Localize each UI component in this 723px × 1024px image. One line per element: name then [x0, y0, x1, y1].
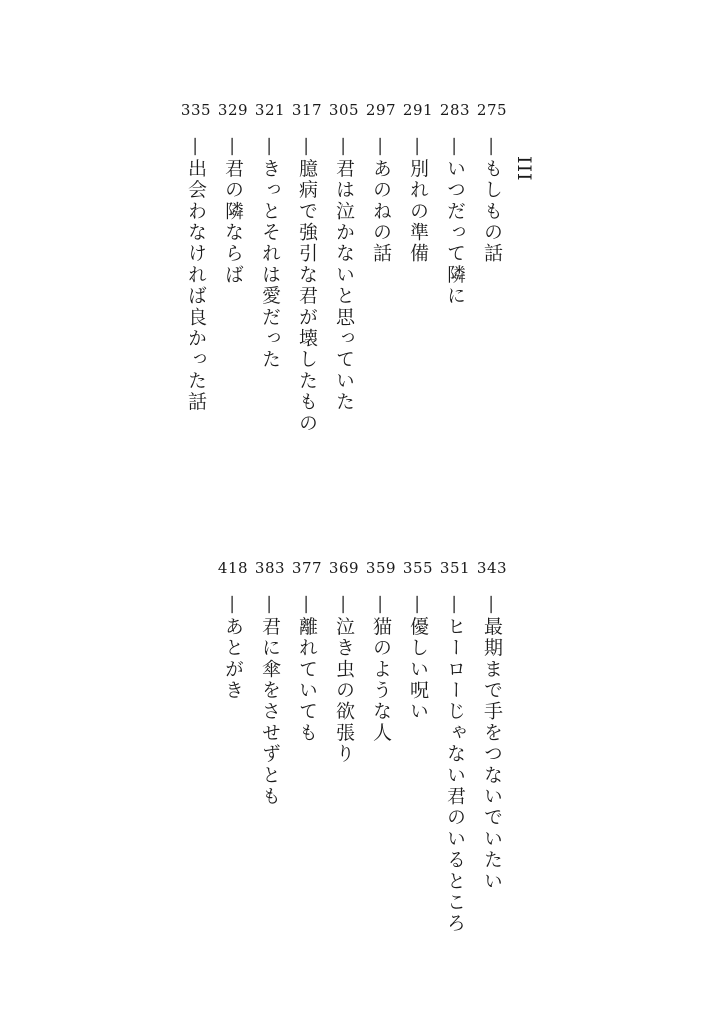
page-number: 305 [328, 101, 360, 119]
page-number: 275 [476, 101, 508, 119]
chapter-title: —猫のような人 [370, 595, 392, 744]
chapter-title: —いつだって隣に [444, 137, 466, 307]
toc-entry [364, 559, 398, 747]
chapter-title: —あとがき [222, 595, 244, 701]
toc-entry [290, 559, 324, 747]
toc-entry [216, 559, 250, 705]
page-number: 355 [402, 559, 434, 577]
page-number: 369 [328, 559, 360, 577]
toc-entry [475, 559, 509, 896]
page-number: 321 [254, 101, 286, 119]
toc-entry [438, 559, 472, 938]
chapter-title: —出会わなければ良かった話 [185, 137, 207, 413]
toc-entry [475, 101, 509, 268]
toc-entry [179, 101, 213, 417]
chapter-title: —泣き虫の欲張り [333, 595, 355, 765]
page-number: 297 [365, 101, 397, 119]
page-number: 343 [476, 559, 508, 577]
page-number: 291 [402, 101, 434, 119]
toc-entry [327, 559, 361, 769]
chapter-title: —君の隣ならば [222, 137, 244, 286]
chapter-title: —あのねの話 [370, 137, 392, 265]
chapter-title: —最期まで手をつないでいたい [481, 595, 503, 892]
chapter-title: —ヒーローじゃない君のいるところ [444, 595, 466, 935]
page-number: 335 [180, 101, 212, 119]
part-heading: III [513, 156, 535, 182]
page-number: 383 [254, 559, 286, 577]
toc-entry [401, 559, 435, 726]
page-number: 317 [291, 101, 323, 119]
page-number: 418 [217, 559, 249, 577]
page-number: 359 [365, 559, 397, 577]
chapter-title: —君は泣かないと思っていた [333, 137, 355, 413]
toc-entry [438, 101, 472, 311]
toc-entry [253, 559, 287, 811]
page-number: 377 [291, 559, 323, 577]
toc-entry [216, 101, 250, 289]
chapter-title: —臆病で強引な君が壊したもの [296, 137, 318, 434]
toc-entry [290, 101, 324, 438]
chapter-title: —きっとそれは愛だった [259, 137, 281, 371]
toc-entry [253, 101, 287, 374]
toc-entry [401, 101, 435, 268]
chapter-title: —別れの準備 [407, 137, 429, 265]
toc-entry [327, 101, 361, 417]
page-number: 329 [217, 101, 249, 119]
toc-entry [364, 101, 398, 268]
chapter-title: —君に傘をさせずとも [259, 595, 281, 807]
page-number: 283 [439, 101, 471, 119]
chapter-title: —離れていても [296, 595, 318, 744]
chapter-title: —もしもの話 [481, 137, 503, 265]
chapter-title: —優しい呪い [407, 595, 429, 723]
page-number: 351 [439, 559, 471, 577]
